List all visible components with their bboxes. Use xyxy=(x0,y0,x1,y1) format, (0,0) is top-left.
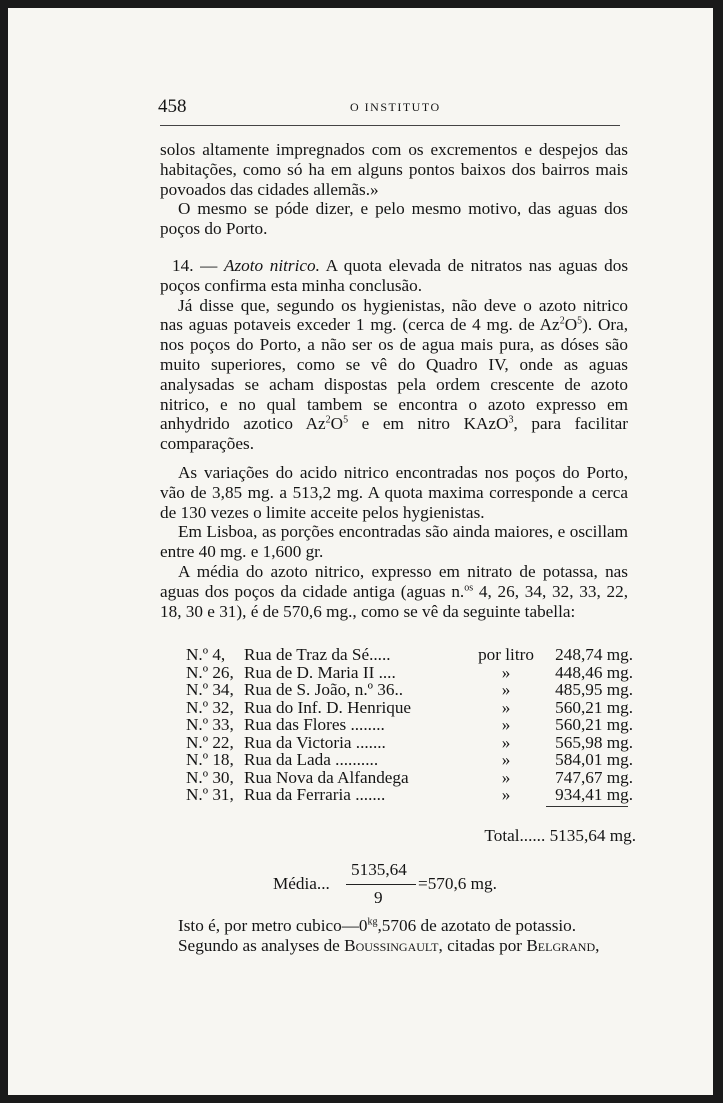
section-intro: A quota elevada de nitratos nas aguas dos poços confirma esta minha conclusão. xyxy=(160,256,629,295)
sum-rule xyxy=(546,806,628,807)
body-text-section xyxy=(160,256,628,454)
page xyxy=(8,8,713,1095)
page-header xyxy=(158,96,620,120)
body-text-top xyxy=(160,140,628,239)
header-rule xyxy=(160,125,620,126)
body-text-bottom xyxy=(160,916,628,956)
page-number: 458 xyxy=(158,96,187,117)
average-numerator: 5135,64 xyxy=(351,860,407,879)
body-text-variations xyxy=(160,463,628,621)
section-number: 14. — xyxy=(172,256,224,275)
fraction-bar xyxy=(346,884,416,885)
paragraph-media: A média do azoto nitrico, expresso em nitrato de potassa, nas aguas dos poços da cidade antiga (aguas n.$^{os}$ 4, 26, 34, 32, 33, 22, 18, 30 e 31), é de 570,6 mg., como se vê da seguinte tabella: xyxy=(160,561,628,621)
table-row: N.º 26, Rua de D. Maria II .... » 448,46 mg. xyxy=(186,662,633,682)
table-row: N.º 4, Rua de Traz da Sé..... por litro 248,74 mg. xyxy=(186,645,633,664)
table-row: N.º 34, Rua de S. João, n.º 36.. » 485,95 mg. xyxy=(186,680,633,699)
total-value: 5135,64 mg. xyxy=(549,826,636,845)
table-total xyxy=(426,826,636,846)
table-row: N.º 31, Rua da Ferraria ....... » 934,41 mg. xyxy=(186,785,633,804)
paragraph-metro-cubico: Isto é, por metro $cubico—0^{kg},5706$ de azotato de potassio. xyxy=(178,916,577,935)
section-title: Azoto nitrico. xyxy=(223,256,320,275)
paragraph-continuation: solos altamente impregnados com os excrementos e despejos das habitações, como só ha em alguns pontos baixos dos bairros mais povoados das cidades allemãs.» xyxy=(160,140,628,199)
paragraph-boussingault: Segundo as analyses de Boussingault, citadas por Belgrand, xyxy=(178,935,600,955)
nitrate-table xyxy=(186,646,636,804)
average-label: Média... xyxy=(273,874,330,893)
average-denominator: 9 xyxy=(374,888,383,907)
section-14-heading xyxy=(160,256,628,296)
paragraph-hygienists: Já disse que, segundo os hygienistas, não deve o azoto nitrico nas aguas potaveis exceder 1 mg. (cerca de 4 mg. de $Az^2O^5$). Ora, nos poços do Porto, a não ser os de agua mais pura, as dóses são muito superiores, como se vê do Quadro IV, onde as aguas analysadas se acham dispostas pela ordem crescente de azoto nitrico, e no qual tambem se encontra o azoto expresso em anhydrido azotico $Az^2O^5$ e em nitro KAzO$^3$, para facilitar comparações. xyxy=(160,295,629,454)
table-row: N.º 33, Rua das Flores ........ » 560,21 mg. xyxy=(186,715,633,734)
paragraph-variations: As variações do acido nitrico encontradas nos poços do Porto, vão de 3,85 mg. a 513,2 mg. A quota maxima corresponde a cerca de 130 vezes o limite acceite pelos hygienistas. xyxy=(160,463,628,522)
running-title: O INSTITUTO xyxy=(350,100,441,114)
table-row: N.º 18, Rua da Lada .......... » 584,01 mg. xyxy=(186,750,633,769)
paragraph-lisboa: Em Lisboa, as porções encontradas são ainda maiores, e oscillam entre 40 mg. e 1,600 gr. xyxy=(160,522,628,562)
table-row: N.º 22, Rua da Victoria ....... » 565,98 mg. xyxy=(186,732,633,752)
average-result: =570,6 mg. xyxy=(418,874,497,893)
total-label: Total...... xyxy=(484,826,546,845)
table-row: N.º 30, Rua Nova da Alfandega » 747,67 mg. xyxy=(186,767,633,787)
paragraph-porto: O mesmo se póde dizer, e pelo mesmo motivo, das aguas dos poços do Porto. xyxy=(160,199,628,239)
table-row: N.º 32, Rua do Inf. D. Henrique » 560,21 mg. xyxy=(186,697,633,717)
